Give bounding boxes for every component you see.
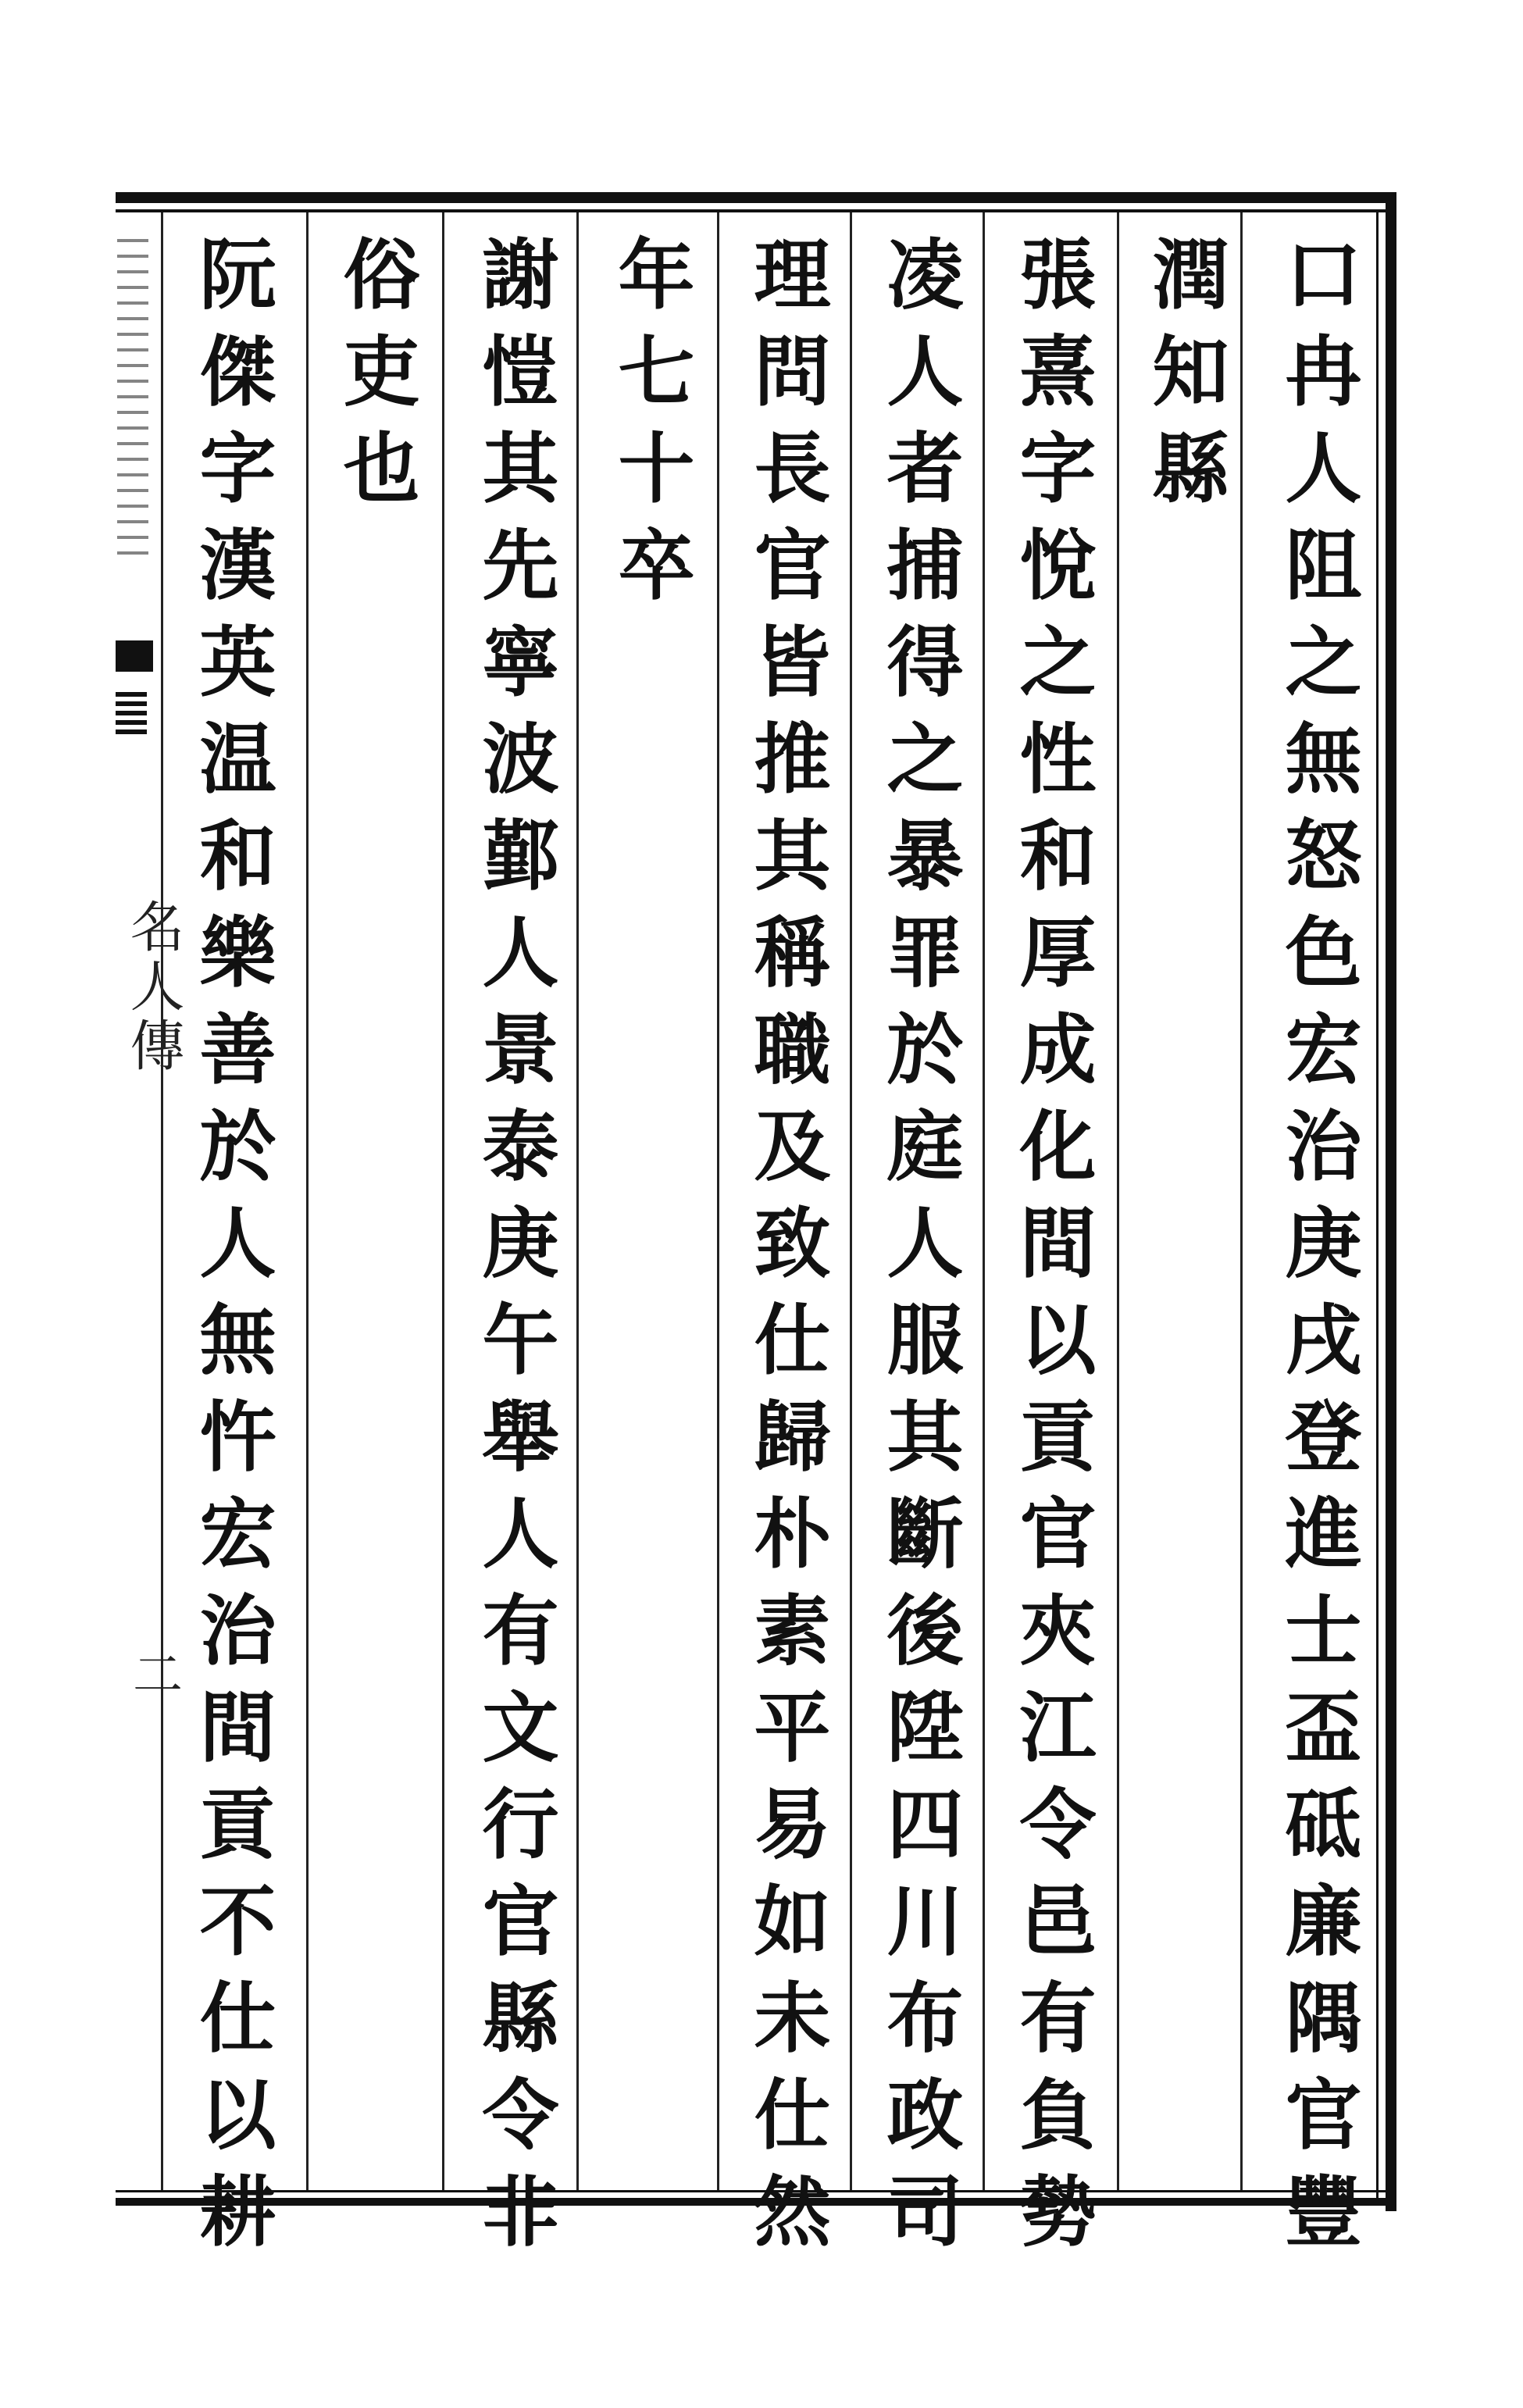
text-column-9 (177, 234, 286, 2268)
column-divider (442, 212, 444, 2190)
column-divider (850, 212, 852, 2190)
column-text: 阮傑字漢英温和樂善於人無忤宏治間貢不仕以耕 (187, 234, 276, 2268)
fish-tail-pattern (116, 687, 147, 734)
column-text: 謝愷其先寧波鄞人景泰庚午舉人有文行官縣令非 (469, 234, 559, 2268)
text-column-2 (1129, 234, 1239, 525)
section-label: 名人傳 (121, 898, 185, 1076)
text-column-3 (997, 234, 1106, 2268)
column-text: 年七十卒 (605, 234, 695, 622)
text-column-8 (320, 234, 430, 525)
column-text: 潤知縣 (1140, 234, 1229, 525)
text-column-6 (595, 234, 704, 622)
text-column-5 (731, 234, 840, 2268)
column-text: 口冉人阻之無怒色宏治庚戌登進士盃砥廉隅官豐 (1272, 234, 1362, 2268)
margin-title-residue (117, 227, 148, 555)
page-number: 二 (124, 1648, 182, 1698)
fish-tail-mark (116, 640, 153, 672)
text-column-7 (459, 234, 569, 2268)
frame-right-border (1386, 192, 1396, 2211)
column-divider (161, 212, 163, 2190)
column-text: 凌人者捕得之暴罪於庭人服其斷後陞四川布政司 (874, 234, 964, 2268)
frame-right-inner-border (1376, 209, 1379, 2203)
column-text: 俗吏也 (330, 234, 420, 525)
text-column-1 (1262, 234, 1371, 2268)
frame-top-border (116, 192, 1396, 203)
column-divider (983, 212, 985, 2190)
column-divider (717, 212, 719, 2190)
column-divider (306, 212, 309, 2190)
column-text: 張熹字悅之性和厚成化間以貢官夾江令邑有負勢 (1007, 234, 1097, 2268)
column-text: 理問長官皆推其稱職及致仕歸朴素平易如未仕然 (741, 234, 831, 2268)
column-divider (576, 212, 579, 2190)
text-column-4 (864, 234, 973, 2268)
column-divider (1117, 212, 1119, 2190)
column-divider (1240, 212, 1243, 2190)
